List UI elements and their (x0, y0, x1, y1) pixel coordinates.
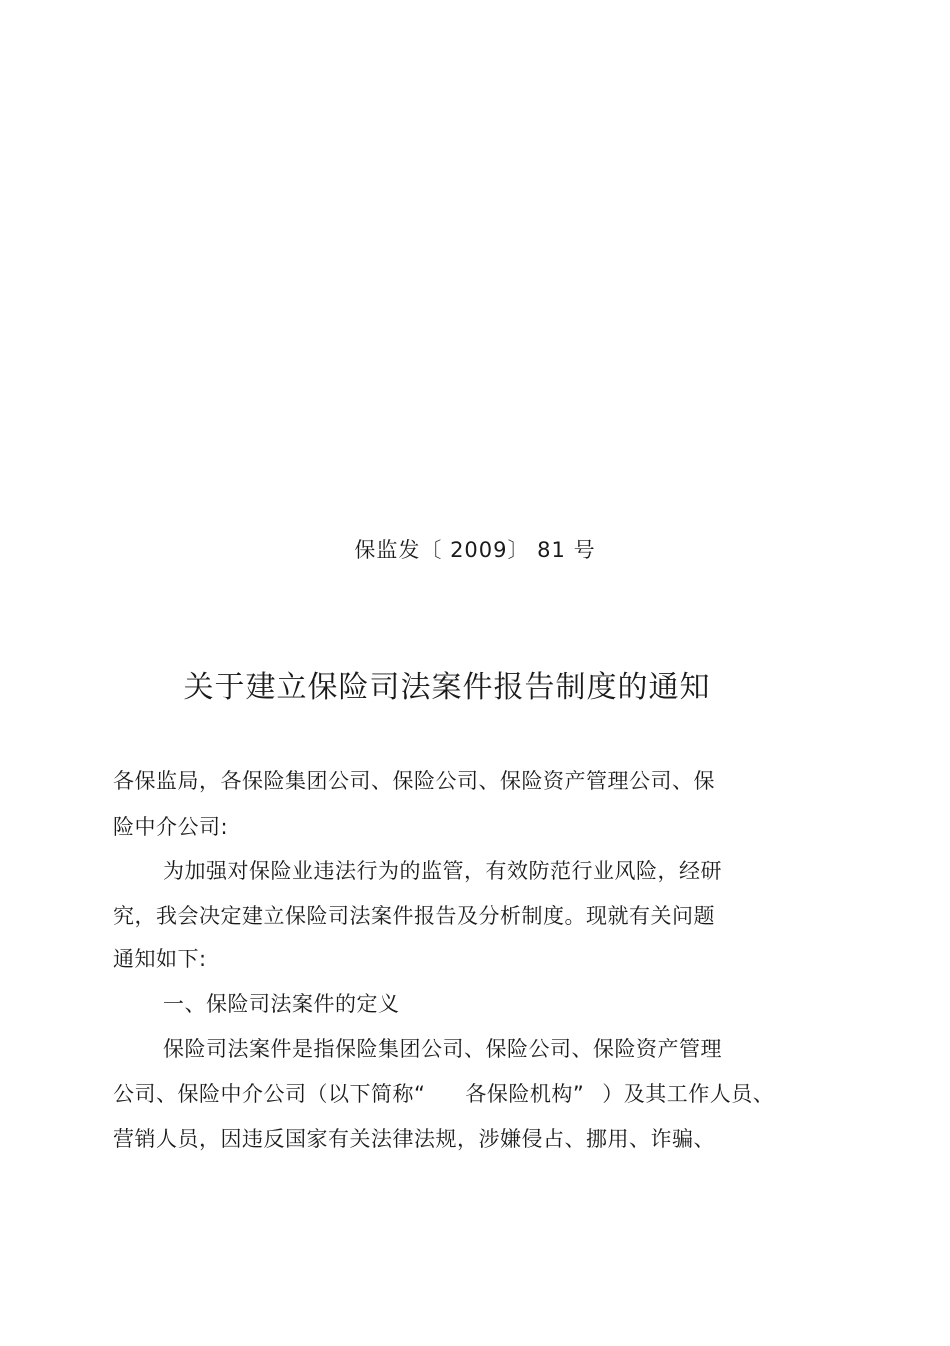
paragraph-2-line-2-part-b: 各保险机构” (465, 1082, 585, 1106)
paragraph-2-line-1: 保险司法案件是指保险集团公司、保险公司、保险资产管理 (163, 1037, 722, 1061)
section-1-heading: 一、保险司法案件的定义 (163, 992, 400, 1016)
paragraph-2-line-2 (113, 1080, 774, 1108)
paragraph-2-line-3: 营销人员，因违反国家有关法律法规，涉嫌侵占、挪用、诈骗、 (113, 1127, 715, 1151)
paragraph-1-line-3: 通知如下: (113, 947, 207, 971)
paragraph-1-line-2: 究，我会决定建立保险司法案件报告及分析制度。现就有关问题 (113, 904, 715, 928)
paragraph-2-line-2-part-c: ）及其工作人员、 (602, 1082, 775, 1106)
salutation-line-1: 各保监局，各保险集团公司、保险公司、保险资产管理公司、保 (113, 769, 715, 793)
paragraph-1-line-1: 为加强对保险业违法行为的监管，有效防范行业风险，经研 (163, 859, 722, 883)
document-number: 保监发〔 2009〕 81 号 (354, 538, 596, 562)
document-title: 关于建立保险司法案件报告制度的通知 (183, 670, 711, 705)
salutation-line-2: 险中介公司: (113, 815, 229, 839)
paragraph-2-line-2-part-a: 公司、保险中介公司（以下简称“ (113, 1082, 426, 1106)
